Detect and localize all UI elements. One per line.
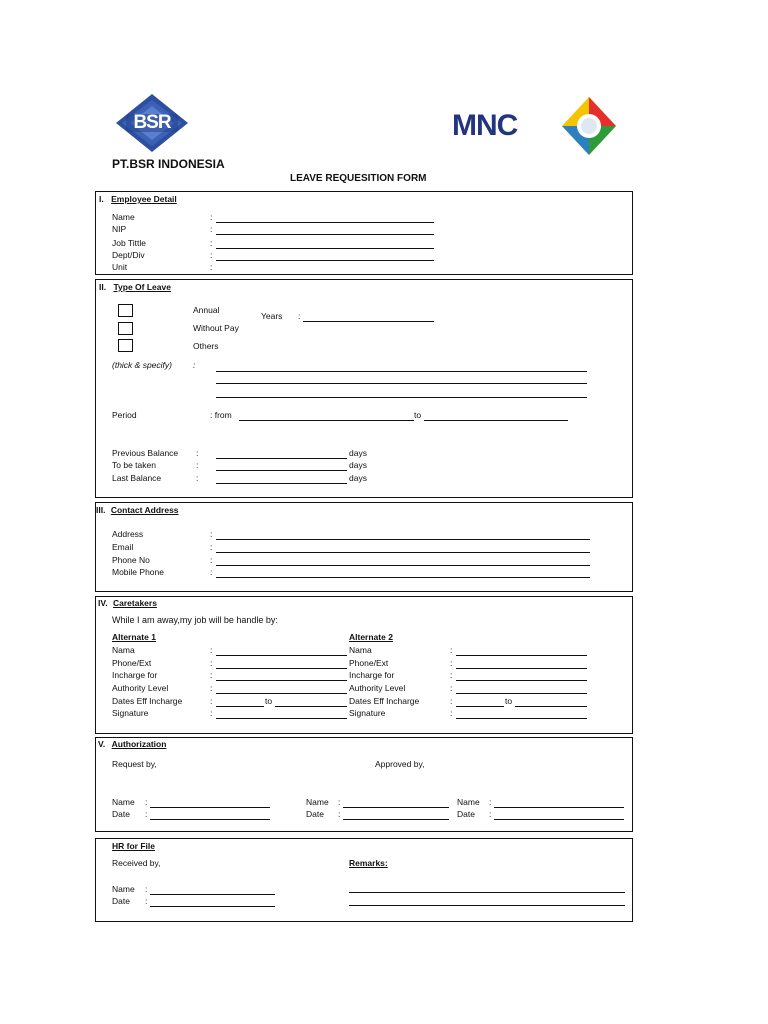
alt2-phone-label: Phone/Ext [349,658,389,668]
others-label: Others [193,341,219,351]
colon: : [145,797,148,807]
section-5-heading [98,739,166,749]
section-2-title: Type Of Leave [113,282,171,292]
colon: : [196,448,199,458]
colon: : [145,884,148,894]
colon: : [210,262,213,272]
previous-balance-input[interactable] [216,458,347,459]
auth1-name-label: Name [112,797,135,807]
auth2-name-input[interactable] [343,807,449,808]
section-1-title: Employee Detail [111,194,177,204]
alt2-incharge-input[interactable] [456,680,587,681]
period-label: Period [112,410,137,420]
alt2-dates-to-label: to [505,696,513,706]
auth1-name-input[interactable] [150,807,270,808]
section-5-title: Authorization [111,739,167,749]
mnc-logo [452,95,617,157]
colon: : [450,645,453,655]
hr-name-input[interactable] [150,894,275,895]
to-be-taken-label: To be taken [112,460,156,470]
section-3-heading [96,505,179,515]
name-input[interactable] [216,222,434,223]
job-title-input[interactable] [216,248,434,249]
colon: : [210,708,213,718]
specify-line-3[interactable] [216,397,587,398]
nip-label: NIP [112,224,127,234]
email-input[interactable] [216,552,590,553]
period-to-input[interactable] [424,420,568,421]
alt2-dates-to-input[interactable] [515,706,587,707]
mobile-phone-input[interactable] [216,577,590,578]
colon: : [210,670,213,680]
colon: : [338,797,341,807]
section-contact-address [95,502,633,592]
last-balance-input[interactable] [216,483,347,484]
alt1-incharge-input[interactable] [216,680,347,681]
auth2-date-input[interactable] [343,819,449,820]
alt2-phone-input[interactable] [456,668,587,669]
auth2-name-label: Name [306,797,329,807]
without-pay-label: Without Pay [193,323,239,333]
alt2-nama-label: Nama [349,645,372,655]
section-4-heading [98,598,157,608]
colon: : [210,529,213,539]
section-4-title: Caretakers [113,598,157,608]
hr-name-label: Name [112,884,135,894]
colon: : [210,212,213,222]
colon: : [196,473,199,483]
colon: : [210,658,213,668]
remarks-line-2[interactable] [349,905,625,906]
section-5-number: V. [98,739,106,749]
without-pay-checkbox[interactable] [118,322,133,335]
alt1-dates-to-label: to [265,696,273,706]
others-checkbox[interactable] [118,339,133,352]
colon: : [210,238,213,248]
nip-input[interactable] [216,234,434,235]
alt2-dates-label: Dates Eff Incharge [349,696,420,706]
colon: : [210,645,213,655]
alt2-authority-label: Authority Level [349,683,406,693]
section-3-title: Contact Address [110,505,179,515]
colon: : [489,809,492,819]
phone-no-label: Phone No [112,555,150,565]
last-balance-label: Last Balance [112,473,162,483]
alt2-authority-input[interactable] [456,693,587,694]
alt2-signature-input[interactable] [456,718,587,719]
days-label: days [349,448,367,458]
colon: : [450,696,453,706]
annual-label: Annual [193,305,220,315]
address-input[interactable] [216,539,590,540]
colon: : [338,809,341,819]
form-title: LEAVE REQUESITION FORM [290,173,427,184]
unit-label: Unit [112,262,128,272]
alt1-dates-from-input[interactable] [216,706,264,707]
auth3-date-label: Date [457,809,475,819]
section-4-number: IV. [98,598,108,608]
colon: : [210,555,213,565]
phone-no-input[interactable] [216,565,590,566]
section-2-number: II. [99,282,107,292]
alt1-signature-input[interactable] [216,718,347,719]
auth3-name-label: Name [457,797,480,807]
company-name: PT.BSR INDONESIA [112,157,225,171]
colon: : [450,683,453,693]
colon: : [210,224,213,234]
alt2-nama-input[interactable] [456,655,587,656]
bsr-logo-text: BSR [133,112,171,133]
job-title-label: Job Tittle [112,238,147,248]
remarks-line-1[interactable] [349,892,625,893]
request-by-label: Request by, [112,759,157,769]
specify-line-2[interactable] [216,383,587,384]
previous-balance-label: Previous Balance [112,448,179,458]
auth2-date-label: Date [306,809,324,819]
bsr-logo [112,92,192,154]
mnc-logo-text: MNC [452,109,518,142]
period-to-label: to [414,410,422,420]
alt1-signature-label: Signature [112,708,149,718]
alt1-dates-label: Dates Eff Incharge [112,696,183,706]
auth1-date-input[interactable] [150,819,270,820]
section-2-heading [99,282,171,292]
colon: : [298,311,301,321]
alt1-phone-label: Phone/Ext [112,658,152,668]
address-label: Address [112,529,144,539]
colon: : [450,658,453,668]
years-label: Years [261,311,283,321]
hr-date-label: Date [112,896,130,906]
alternate-2-heading: Alternate 2 [349,632,393,642]
period-from-input[interactable] [239,420,414,421]
alt1-phone-input[interactable] [216,668,347,669]
colon: : [145,809,148,819]
name-label: Name [112,212,135,222]
hr-date-input[interactable] [150,906,275,907]
colon: : [210,683,213,693]
colon: : [210,696,213,706]
mobile-phone-label: Mobile Phone [112,567,164,577]
alt1-incharge-label: Incharge for [112,670,158,680]
dept-input[interactable] [216,260,434,261]
period-from-label: : from [210,410,232,420]
alt2-incharge-label: Incharge for [349,670,395,680]
colon: : [489,797,492,807]
section-1-number: I. [99,194,104,204]
alt1-authority-input[interactable] [216,693,347,694]
received-by-label: Received by, [112,858,161,868]
alt1-nama-label: Nama [112,645,135,655]
colon: : [193,360,196,370]
colon: : [210,567,213,577]
auth1-date-label: Date [112,809,130,819]
to-be-taken-input[interactable] [216,470,347,471]
section-hr-for-file [95,838,633,922]
colon: : [210,250,213,260]
days-label: days [349,473,367,483]
approved-by-label: Approved by, [375,759,425,769]
specify-line-1[interactable] [216,371,587,372]
colon: : [145,896,148,906]
hr-for-file-title: HR for File [112,841,155,851]
section-3-number: III. [96,505,106,515]
auth3-name-input[interactable] [494,807,624,808]
section-authorization [95,737,633,832]
years-input[interactable] [303,321,434,322]
colon: : [196,460,199,470]
alt2-dates-from-input[interactable] [456,706,504,707]
alt1-nama-input[interactable] [216,655,347,656]
thick-specify-label: (thick & specify) [112,360,172,370]
caretaker-intro: While I am away,my job will be handle by: [112,615,278,625]
alt1-authority-label: Authority Level [112,683,169,693]
alt1-dates-to-input[interactable] [275,706,347,707]
email-label: Email [112,542,134,552]
alt2-signature-label: Signature [349,708,386,718]
section-1-heading [99,194,177,204]
mnc-logo-mark [560,95,618,157]
colon: : [450,670,453,680]
colon: : [450,708,453,718]
days-label: days [349,460,367,470]
remarks-label: Remarks: [349,858,388,868]
auth3-date-input[interactable] [494,819,624,820]
annual-checkbox[interactable] [118,304,133,317]
colon: : [210,542,213,552]
alternate-1-heading: Alternate 1 [112,632,156,642]
dept-label: Dept/Div [112,250,145,260]
